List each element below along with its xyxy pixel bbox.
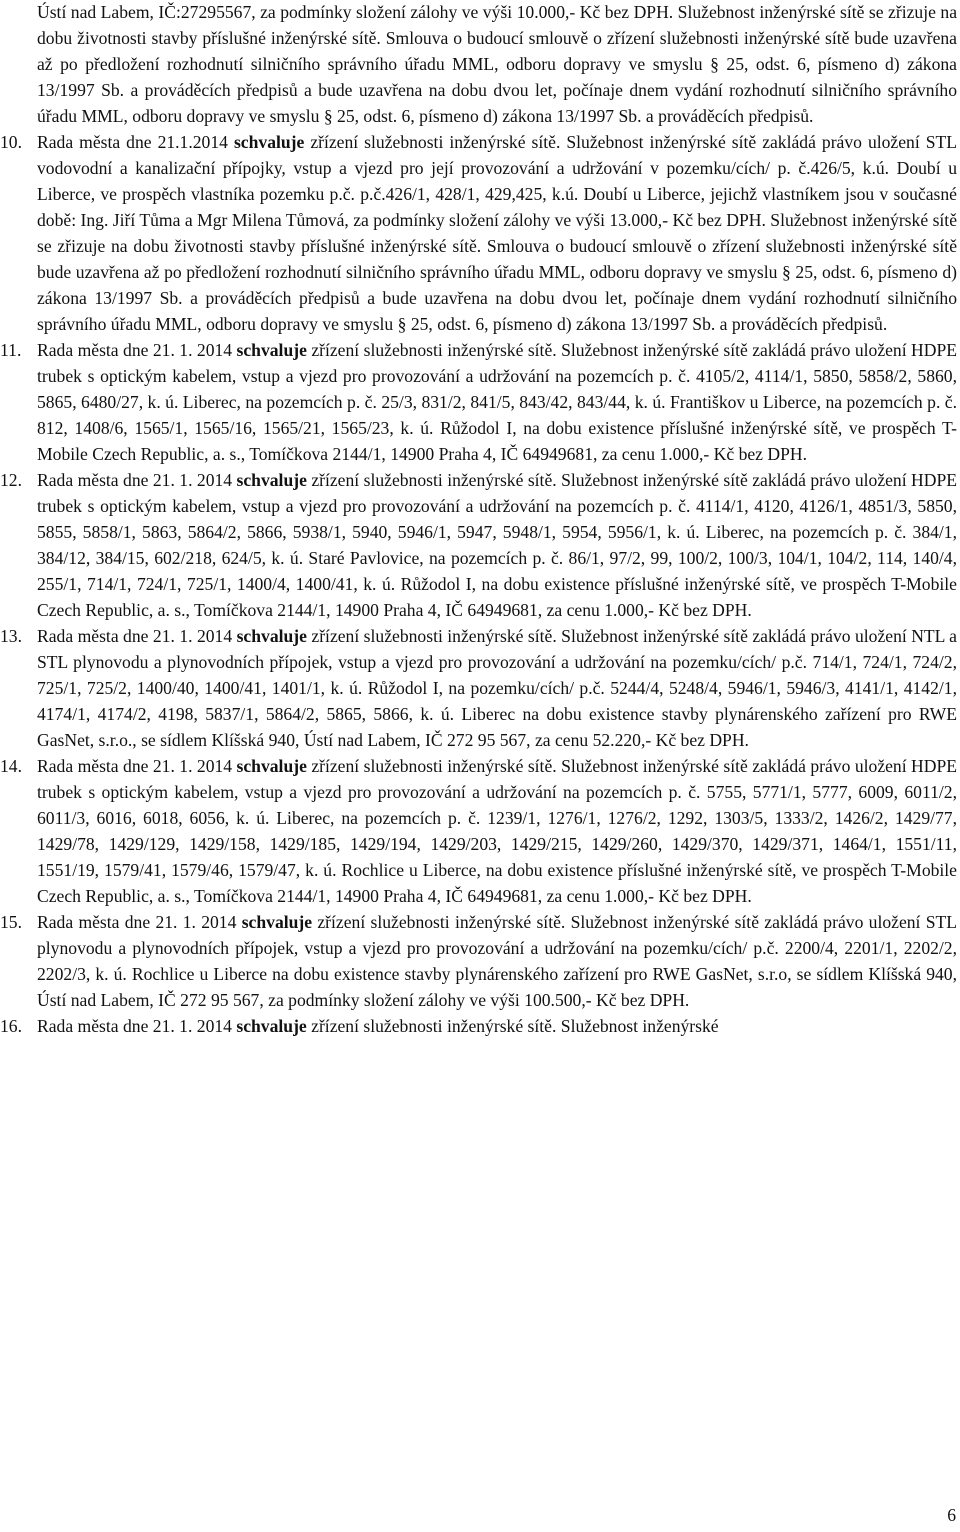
item-verb: schvaluje [236,1016,307,1036]
item-text: zřízení služebnosti inženýrské sítě. Služebnost inženýrské sítě zakládá právo uložení STL vodovodní a kanalizační přípojky, vstup a vjezd pro její provozování a udržování v pozemku/cích/ p. č.426/5, k.ú. Doubí u Liberce, ve prospěch vlastníka pozemku p.č. p.č.426/1, 428/1, 429,425, k.ú. Doubí u Liberce, jejichž vlastníkem jsou v současné době: Ing. Jiří Tůma a Mgr Milena Tůmová, za podmínky složení zálohy ve výši 13.000,- Kč bez DPH. Služebnost inženýrské sítě se zřizuje na dobu životnosti stavby příslušné inženýrské sítě. Smlouva o budoucí smlouvě o zřízení služebnosti inženýrské sítě bude uzavřena až po předložení rozhodnutí silničního správního úřadu MML, odboru dopravy ve smyslu § 25, odst. 6, písmeno d) zákona 13/1997 Sb. a prováděcích předpisů a bude uzavřena na dobu dvou let, počínaje dnem vydání rozhodnutí silničního správního úřadu MML, odboru dopravy ve smyslu § 25, odst. 6, písmeno d) zákona 13/1997 Sb. a prováděcích předpisů. [37,132,958,334]
item-verb: schvaluje [233,132,305,152]
item-lead: Rada města dne 21. 1. 2014 [37,912,242,932]
item-number: 10. [0,132,22,152]
item-text: zřízení služebnosti inženýrské sítě. Služebnost inženýrské [306,1016,719,1036]
item-text: zřízení služebnosti inženýrské sítě. Služebnost inženýrské sítě zakládá právo uložení NTL a STL plynovodu a plynovodních přípojek, vstup a vjezd pro provozování a udržování na pozemku/cích/ p.č. 714/1, 724/1, 724/2, 725/1, 725/2, 1400/40, 1400/41, 1401/1, k. ú. Růžodol I, na pozemku/cích/ p.č. 5244/4, 5248/4, 5946/1, 5946/3, 4141/1, 4142/1, 4174/1, 4174/2, 4198, 5837/1, 5864/2, 5865, 5866, k. ú. Liberec na dobu existence stavby plynárenského zařízení pro RWE GasNet, s.r.o., se sídlem Klíšská 940, Ústí nad Labem, IČ 272 95 567, za cenu 52.220,- Kč bez DPH. [37,626,957,750]
resolution-item-12 [0,467,957,623]
item-number: 14. [0,756,22,776]
item-lead: Rada města dne 21.1.2014 [37,132,234,152]
item-number: 16. [0,1016,22,1036]
item-verb: schvaluje [236,756,307,776]
resolution-item-15 [0,909,958,1013]
item-text: zřízení služebnosti inženýrské sítě. Služebnost inženýrské sítě zakládá právo uložení HDPE trubek s optickým kabelem, vstup a vjezd pro provozování a udržování na pozemcích p. č. 5755, 5771/1, 5777, 6009, 6011/2, 6011/3, 6016, 6018, 6056, k. ú. Liberec, na pozemcích p. č. 1239/1, 1276/1, 1276/2, 1292, 1303/5, 1333/2, 1426/2, 1429/77, 1429/78, 1429/129, 1429/158, 1429/185, 1429/194, 1429/203, 1429/215, 1429/260, 1429/370, 1429/371, 1464/1, 1551/11, 1551/19, 1579/41, 1579/46, 1579/47, k. ú. Rochlice u Liberce, na dobu existence příslušné inženýrské sítě, ve prospěch T-Mobile Czech Republic, a. s., Tomíčkova 2144/1, 14900 Praha 4, IČ 64949681, za cenu 1.000,- Kč bez DPH. [37,756,957,906]
item-lead: Rada města dne 21. 1. 2014 [37,340,237,360]
item-text: zřízení služebnosti inženýrské sítě. Služebnost inženýrské sítě zakládá právo uložení STL plynovodu a plynovodních přípojek, vstup a vjezd pro provozování a udržování na pozemku/cích/ p.č. 2200/4, 2201/1, 2202/2, 2202/3, k. ú. Rochlice u Liberce na dobu existence stavby plynárenského zařízení pro RWE GasNet, s.r.o, se sídlem Klíšská 940, Ústí nad Labem, IČ 272 95 567, za podmínky složení zálohy ve výši 100.500,- Kč bez DPH. [37,912,958,1010]
resolution-item-11 [0,337,957,467]
item-number: 12. [0,470,22,490]
continuation-paragraph: Ústí nad Labem, IČ:27295567, za podmínky složení zálohy ve výši 10.000,- Kč bez DPH. Služebnost inženýrské sítě se zřizuje na dobu životnosti stavby příslušné inženýrské sítě. Smlouva o budoucí smlouvě o zřízení služebnosti inženýrské sítě bude uzavřena až po předložení rozhodnutí silničního správního úřadu MML, odboru dopravy ve smyslu § 25, odst. 6, písmeno d) zákona 13/1997 Sb. a prováděcích předpisů a bude uzavřena na dobu dvou let, počínaje dnem vydání rozhodnutí silničního správního úřadu MML, odboru dopravy ve smyslu § 25, odst. 6, písmeno d) zákona 13/1997 Sb. a prováděcích předpisů. [37,2,957,126]
item-lead: Rada města dne 21. 1. 2014 [37,470,237,490]
resolution-item-16 [0,1013,957,1039]
item-verb: schvaluje [241,912,313,932]
item-verb: schvaluje [236,626,307,646]
item-lead: Rada města dne 21. 1. 2014 [37,626,237,646]
item-lead: Rada města dne 21. 1. 2014 [37,756,237,776]
item-number: 13. [0,626,22,646]
item-verb: schvaluje [236,340,307,360]
resolution-item-10 [0,129,958,337]
item-verb: schvaluje [236,470,307,490]
item-text: zřízení služebnosti inženýrské sítě. Služebnost inženýrské sítě zakládá právo uložení HDPE trubek s optickým kabelem, vstup a vjezd pro provozování a udržování na pozemcích p. č. 4114/1, 4120, 4126/1, 4851/3, 5850, 5855, 5858/1, 5863, 5864/2, 5866, 5938/1, 5940, 5946/1, 5947, 5948/1, 5954, 5956/1, k. ú. Liberec, na pozemcích p. č. 384/1, 384/12, 384/15, 602/218, 624/5, k. ú. Staré Pavlovice, na pozemcích p. č. 86/1, 97/2, 99, 100/2, 100/3, 104/1, 104/2, 114, 140/4, 255/1, 714/1, 724/1, 725/1, 1400/4, 1400/41, k. ú. Růžodol I, na dobu existence příslušné inženýrské sítě, ve prospěch T-Mobile Czech Republic, a. s., Tomíčkova 2144/1, 14900 Praha 4, IČ 64949681, za cenu 1.000,- Kč bez DPH. [37,470,957,620]
item-text: zřízení služebnosti inženýrské sítě. Služebnost inženýrské sítě zakládá právo uložení HDPE trubek s optickým kabelem, vstup a vjezd pro provozování a udržování na pozemcích p. č. 4105/2, 4114/1, 5850, 5858/2, 5860, 5865, 6480/27, k. ú. Liberec, na pozemcích p. č. 25/3, 831/2, 841/5, 843/42, 843/44, k. ú. Františkov u Liberce, na pozemcích p. č. 812, 1408/6, 1565/1, 1565/16, 1565/21, 1565/23, k. ú. Růžodol I, na dobu existence příslušné inženýrské sítě, ve prospěch T-Mobile Czech Republic, a. s., Tomíčkova 2144/1, 14900 Praha 4, IČ 64949681, za cenu 1.000,- Kč bez DPH. [37,340,957,464]
item-lead: Rada města dne 21. 1. 2014 [37,1016,237,1036]
resolution-item-13 [0,623,957,753]
item-number: 15. [0,912,22,932]
item-number: 11. [0,340,22,360]
resolution-item-14 [0,753,957,909]
page-number: 6 [947,1505,956,1525]
